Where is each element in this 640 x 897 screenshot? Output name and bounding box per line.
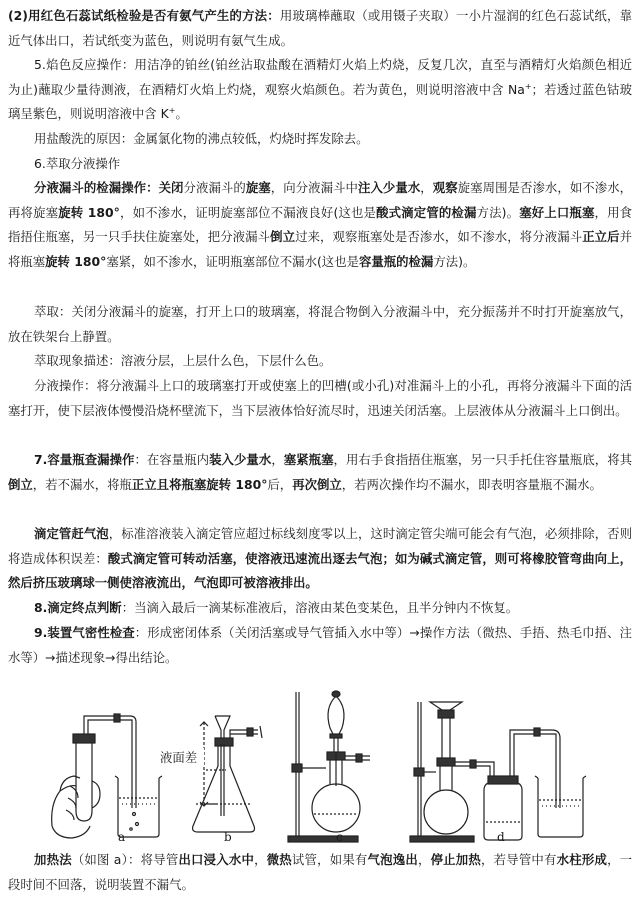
paragraph-hcl-reason: 用盐酸洗的原因：金属氯化物的沸点较低，灼烧时挥发除去。	[34, 131, 369, 146]
apparatus-d	[410, 702, 586, 842]
paragraph-funnel-leak-check: 分液漏斗的检漏操作：关闭分液漏斗的旋塞，向分液漏斗中注入少量水，观察旋塞周围是否渗水，如不渗水，再将旋塞旋转 180°，如不渗水，证明旋塞部位不漏液良好(这也是酸式滴定管的检漏方法)。塞好上口瓶塞，用食指捂住瓶塞，另一只手扶住旋塞处，把分液漏斗倒立过来，观察瓶塞处是否渗水，如不渗水，将分液漏斗正立后并将瓶塞旋转 180°塞紧，如不渗水，证明瓶塞部位不漏水(这也是容量瓶的检漏方法)。	[8, 180, 633, 269]
caption-b: b	[224, 830, 232, 844]
apparatus-c	[288, 691, 370, 842]
paragraph-endpoint: 8.滴定终点判断：当滴入最后一滴某标准液后，溶液由某色变某色，且半分钟内不恢复。	[34, 600, 519, 615]
apparatus-a	[52, 714, 162, 838]
apparatus-figure	[0, 686, 640, 846]
caption-d: d	[497, 830, 505, 844]
caption-c: c	[336, 830, 343, 844]
apparatus-b	[193, 716, 262, 832]
section-heading-extraction: 6.萃取分液操作	[34, 156, 121, 171]
paragraph-heating-method: 加热法（如图 a）：将导管出口浸入水中，微热试管，如果有气泡逸出，停止加热，若导管中有水柱形成，一段时间不回落，说明装置不漏气。	[8, 852, 633, 892]
apparatus-drawing	[0, 686, 640, 846]
paragraph-airtightness: 9.装置气密性检查：形成密闭体系（关闭活塞或导气管插入水中等）→操作方法（微热、手捂、热毛巾捂、注水等）→描述现象→得出结论。	[8, 625, 632, 665]
caption-a: a	[118, 830, 126, 844]
paragraph-ammonia-test: (2)用红色石蕊试纸检验是否有氨气产生的方法：用玻璃棒蘸取（或用镊子夹取）一小片湿润的红色石蕊试纸，靠近气体出口，若试纸变为蓝色，则说明有氨气生成。	[8, 8, 632, 48]
paragraph-flame-test: 5.焰色反应操作：用洁净的铂丝(铂丝沾取盐酸在酒精灯火焰上灼烧，反复几次，直至与酒精灯火焰颜色相近为止)蘸取少量待测液，在酒精灯火焰上灼烧，观察火焰颜色。若为黄色，则说明溶液中含 Na+；若透过蓝色钴玻璃呈紫色，则说明溶液中含 K+。	[8, 57, 632, 122]
paragraph-volumetric-flask-check: 7.容量瓶查漏操作：在容量瓶内装入少量水，塞紧瓶塞，用右手食指捂住瓶塞，另一只手托住容量瓶底，将其倒立，若不漏水，将瓶正立且将瓶塞旋转 180°后，再次倒立，若两次操作均不漏水，即表明容量瓶不漏水。	[8, 452, 633, 492]
paragraph-burette-bubbles: 滴定管赶气泡，标准溶液装入滴定管应超过标线刻度零以上，这时滴定管尖端可能会有气泡，必须排除，否则将造成体积误差：酸式滴定管可转动活塞，使溶液迅速流出逐去气泡；如为碱式滴定管，则可将橡胶管弯曲向上，然后挤压玻璃球一侧使溶液流出，气泡即可被溶液排出。	[8, 526, 633, 591]
paragraph-separation: 分液操作：将分液漏斗上口的玻璃塞打开或使塞上的凹槽(或小孔)对准漏斗上的小孔，再将分液漏斗下面的活塞打开，使下层液体慢慢沿烧杯壁流下，当下层液体恰好流尽时，迅速关闭活塞。上层液体从分液漏斗上口倒出。	[8, 378, 632, 418]
paragraph-extraction-phenomenon: 萃取现象描述：溶液分层，上层什么色，下层什么色。	[34, 353, 332, 368]
paragraph-extraction: 萃取：关闭分液漏斗的旋塞，打开上口的玻璃塞，将混合物倒入分液漏斗中，充分振荡并不时打开旋塞放气，放在铁架台上静置。	[8, 304, 632, 344]
level-difference-label: 液面差	[160, 748, 204, 766]
